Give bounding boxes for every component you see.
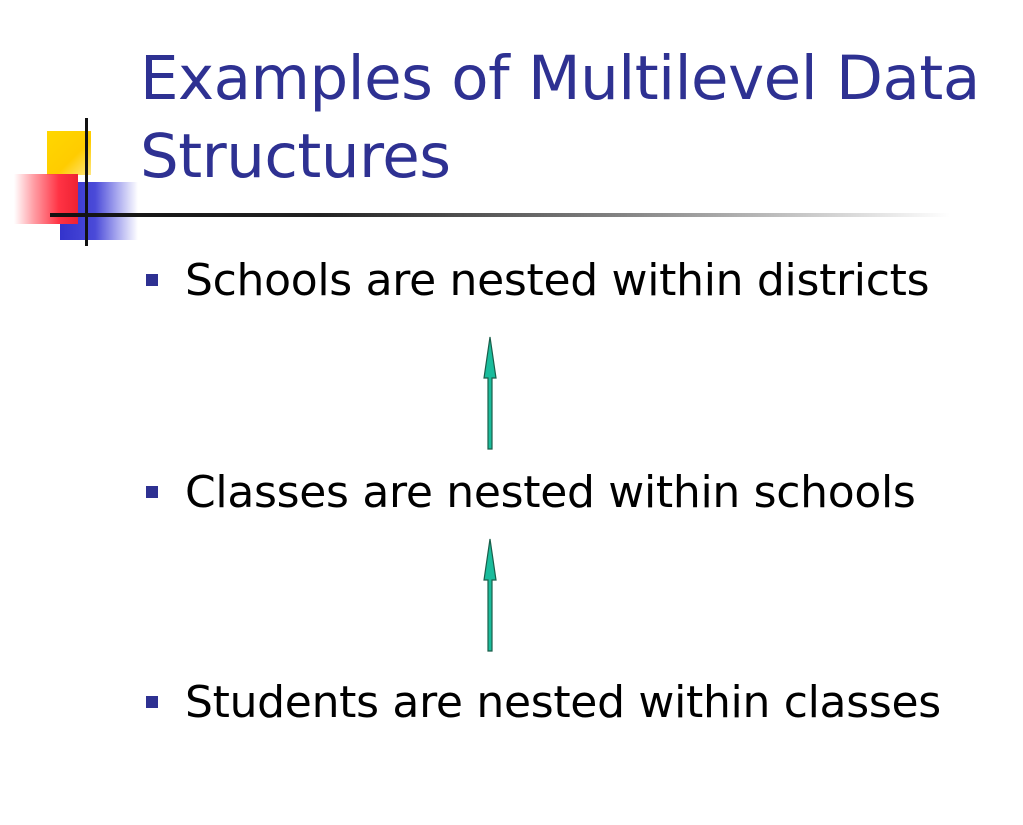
bullet-item — [146, 250, 929, 310]
logo-vertical-line — [85, 118, 88, 246]
bullet-text: Students are nested within classes — [185, 676, 941, 728]
bullet-item — [146, 672, 941, 732]
bullet-square-icon — [146, 696, 158, 708]
bullet-text: Classes are nested within schools — [185, 466, 916, 518]
slide-title: Examples of Multilevel Data Structures — [140, 43, 980, 192]
up-arrow-icon — [483, 538, 497, 654]
up-arrow-icon — [483, 336, 497, 452]
bullet-item — [146, 462, 916, 522]
bullet-square-icon — [146, 486, 158, 498]
title-divider — [50, 213, 950, 217]
bullet-square-icon — [146, 274, 158, 286]
bullet-text: Schools are nested within districts — [185, 254, 930, 306]
decorative-logo — [0, 0, 150, 260]
